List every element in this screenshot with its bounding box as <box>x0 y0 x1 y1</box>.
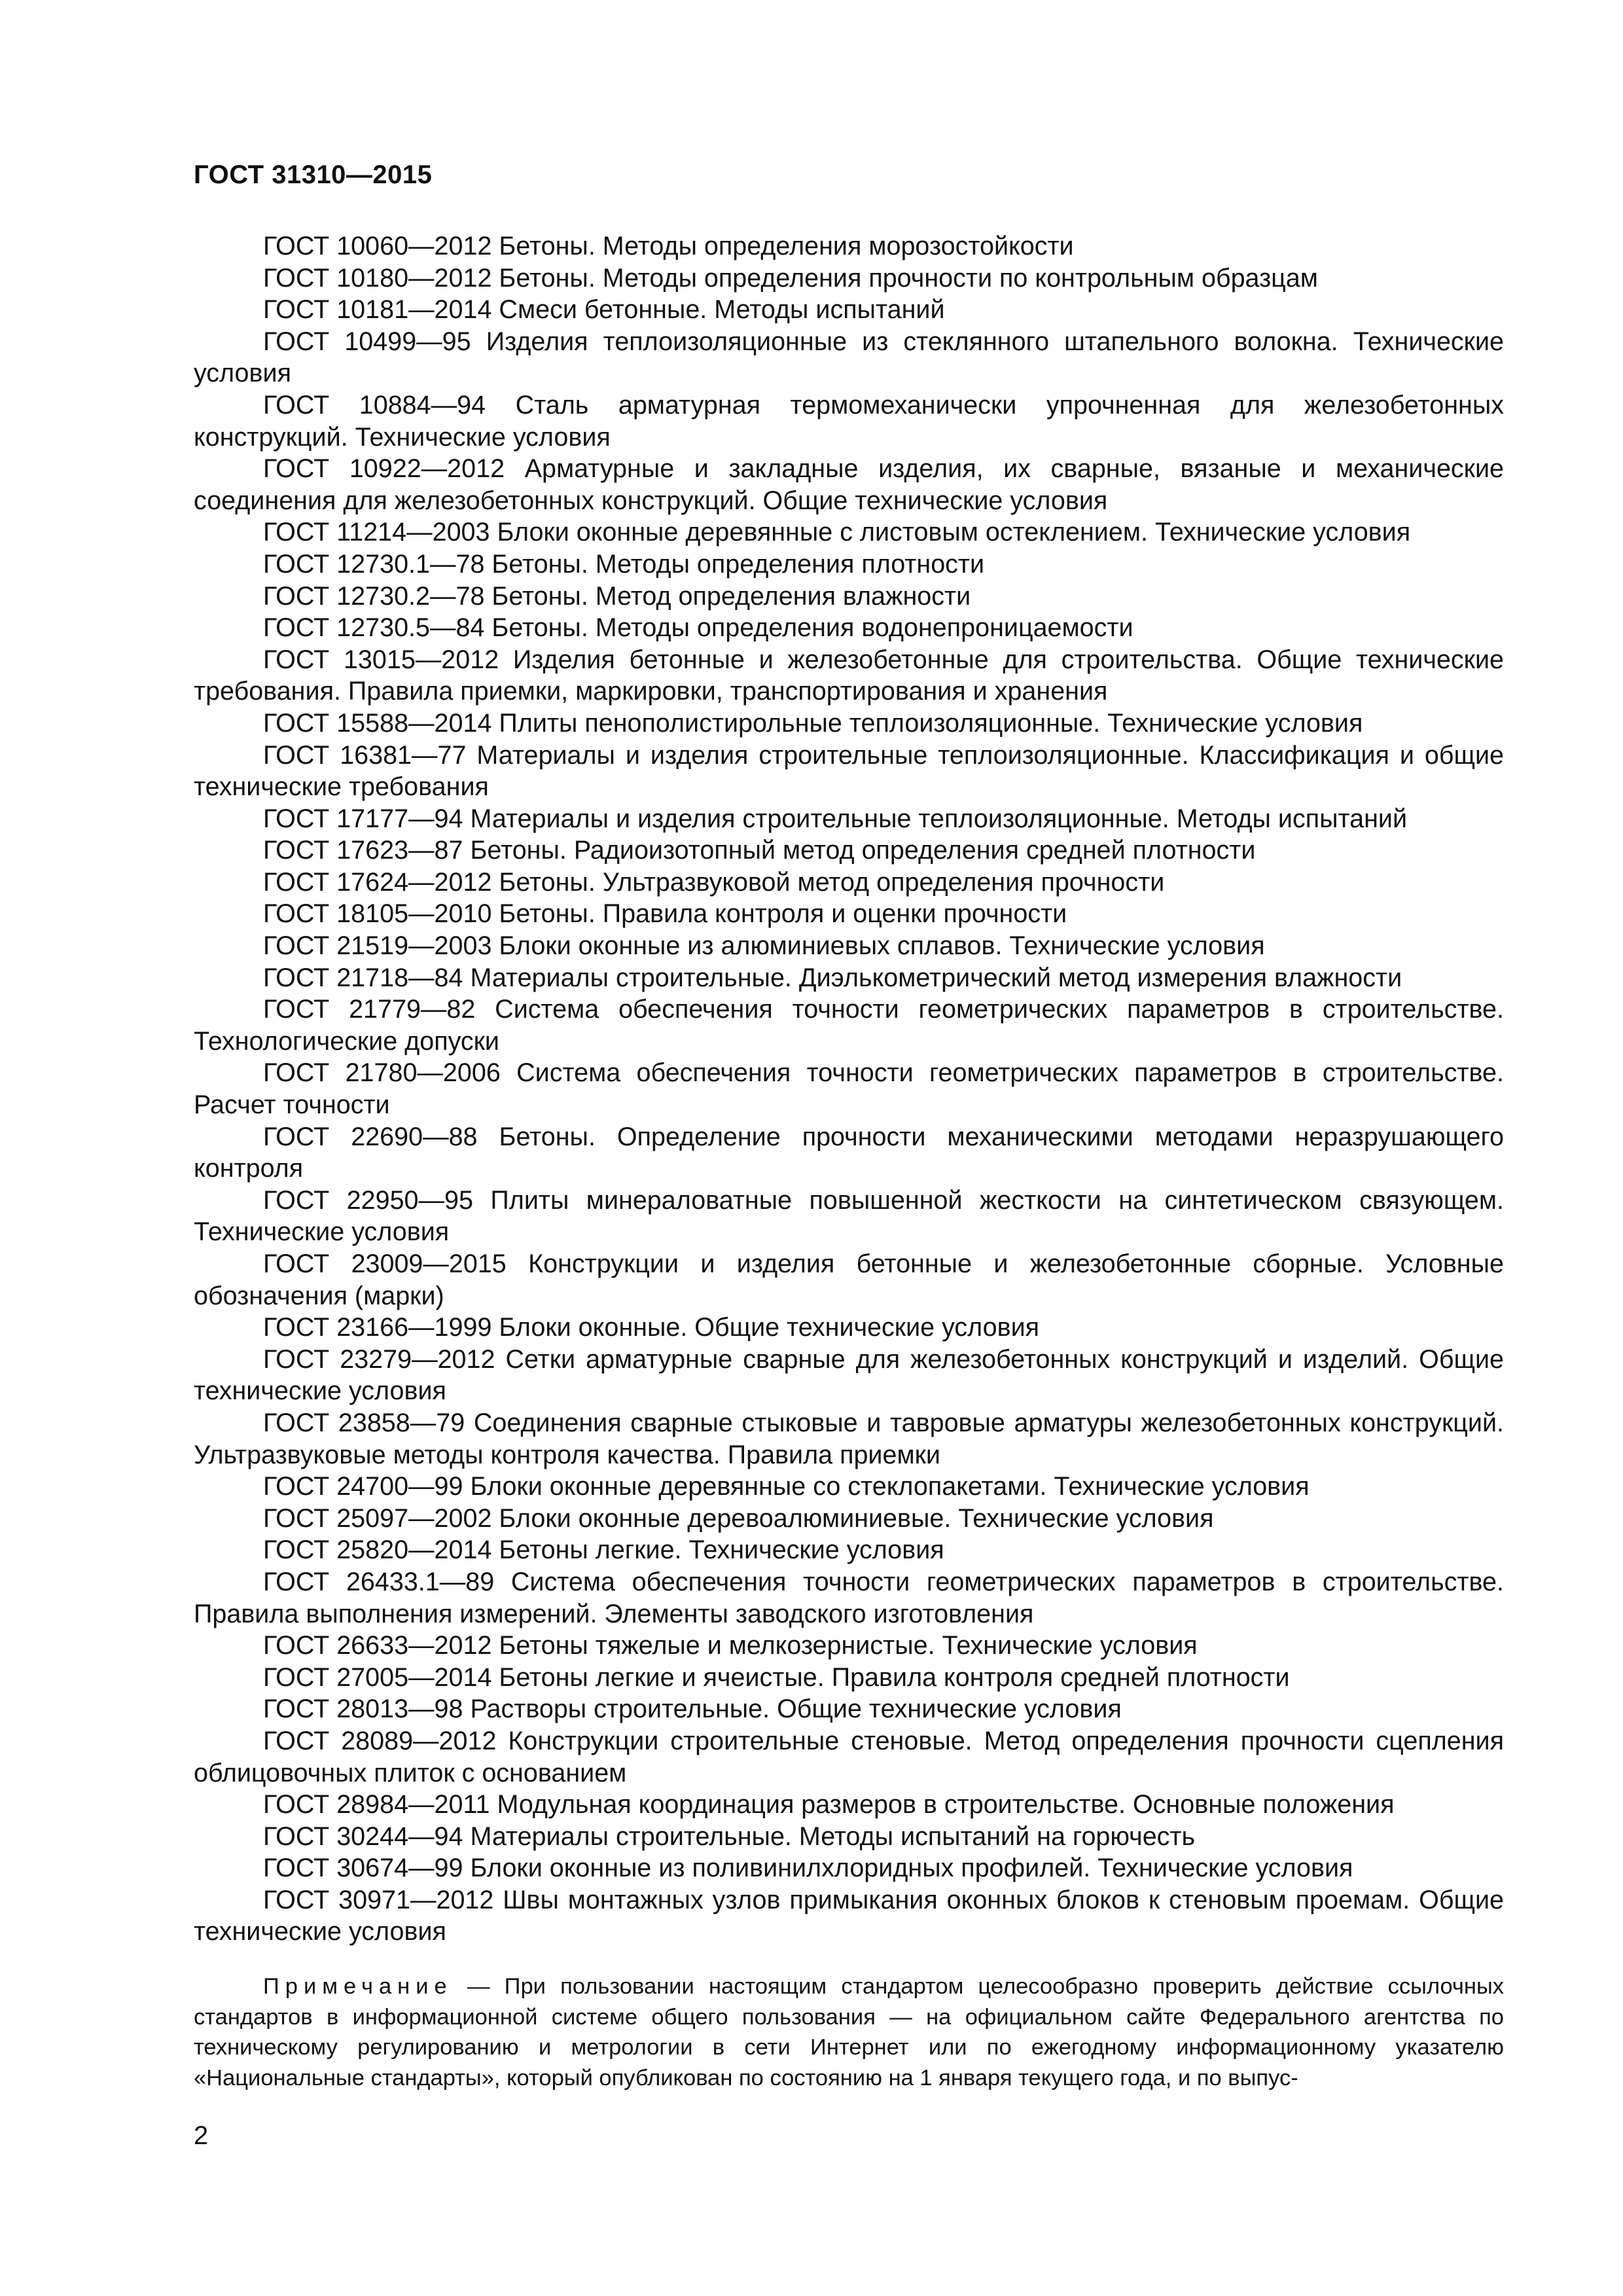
reference-item <box>194 1185 1504 1248</box>
reference-title: Блоки оконные деревянные со стеклопакетами. Технические условия <box>470 1472 1310 1501</box>
reference-item <box>194 326 1504 389</box>
reference-title: Система обеспечения точности геометрических параметров в строительстве. Расчет точности <box>194 1058 1504 1120</box>
reference-item <box>194 1407 1504 1471</box>
reference-item <box>194 994 1504 1057</box>
note-text: — При пользовании настоящим стандартом целесообразно проверить действие ссылочных стандартов в информационной системе общего пользования — на официальном сайте Федерального агентства по техническому регулированию и метрологии в сети Интернет или по ежегодному информационному указателю «Национальные стандарты», который опубликован по состоянию на 1 января текущего года, и по выпус- <box>194 1974 1504 2090</box>
reference-item <box>194 1789 1504 1821</box>
reference-title: Бетоны тяжелые и мелкозернистые. Технические условия <box>499 1631 1198 1660</box>
reference-item <box>194 930 1504 962</box>
reference-item <box>194 1693 1504 1725</box>
reference-code: ГОСТ 21519—2003 <box>263 931 492 961</box>
reference-item <box>194 389 1504 453</box>
reference-item <box>194 962 1504 994</box>
reference-code: ГОСТ 10884—94 <box>263 390 486 420</box>
reference-code: ГОСТ 12730.2—78 <box>263 581 485 611</box>
reference-item <box>194 581 1504 613</box>
reference-code: ГОСТ 26433.1—89 <box>263 1567 495 1596</box>
reference-title: Плиты минераловатные повышенной жесткости на синтетическом связующем. Технические условия <box>194 1185 1504 1247</box>
reference-code: ГОСТ 12730.5—84 <box>263 613 485 643</box>
reference-item <box>194 262 1504 295</box>
reference-title: Бетоны. Радиоизотопный метод определения средней плотности <box>470 836 1256 865</box>
reference-title: Изделия теплоизоляционные из стеклянного штапельного волокна. Технические условия <box>194 327 1504 388</box>
reference-item <box>194 1662 1504 1694</box>
reference-code: ГОСТ 30674—99 <box>263 1854 463 1883</box>
reference-item <box>194 1121 1504 1185</box>
normative-references-list <box>194 230 1504 1948</box>
reference-title: Материалы и изделия строительные теплоизоляционные. Классификация и общие технические требования <box>194 740 1504 802</box>
reference-item <box>194 294 1504 326</box>
reference-item <box>194 1248 1504 1312</box>
reference-item <box>194 516 1504 548</box>
reference-item <box>194 453 1504 516</box>
reference-title: Бетоны. Метод определения влажности <box>491 581 971 611</box>
reference-title: Блоки оконные деревоалюминиевые. Технические условия <box>499 1503 1214 1533</box>
reference-item <box>194 740 1504 803</box>
reference-code: ГОСТ 24700—99 <box>263 1472 463 1501</box>
reference-item <box>194 1471 1504 1503</box>
reference-code: ГОСТ 17623—87 <box>263 836 463 865</box>
reference-item <box>194 834 1504 867</box>
reference-code: ГОСТ 10499—95 <box>263 327 471 356</box>
reference-title: Бетоны. Методы определения плотности <box>491 549 985 579</box>
reference-item <box>194 548 1504 581</box>
reference-code: ГОСТ 27005—2014 <box>263 1662 492 1692</box>
reference-title: Растворы строительные. Общие технические условия <box>470 1695 1122 1724</box>
reference-code: ГОСТ 28013—98 <box>263 1695 463 1724</box>
reference-title: Арматурные и закладные изделия, их сварные, вязаные и механические соединения для железобетонных конструкций. Общие технические условия <box>194 454 1504 515</box>
reference-item <box>194 867 1504 899</box>
reference-item <box>194 1312 1504 1344</box>
reference-title: Бетоны легкие. Технические условия <box>499 1535 944 1565</box>
reference-code: ГОСТ 17177—94 <box>263 804 463 833</box>
reference-code: ГОСТ 28089—2012 <box>263 1726 497 1755</box>
reference-title: Конструкции и изделия бетонные и железобетонные сборные. Условные обозначения (марки) <box>194 1249 1504 1310</box>
reference-title: Конструкции строительные стеновые. Метод определения прочности сцепления облицовочных плиток с основанием <box>194 1726 1504 1787</box>
reference-item <box>194 708 1504 740</box>
reference-code: ГОСТ 10060—2012 <box>263 232 492 260</box>
reference-item <box>194 1821 1504 1853</box>
reference-code: ГОСТ 12730.1—78 <box>263 549 485 579</box>
reference-code: ГОСТ 21718—84 <box>263 963 463 992</box>
reference-title: Блоки оконные деревянные с листовым остеклением. Технические условия <box>497 518 1411 547</box>
note-paragraph <box>194 1971 1504 2093</box>
reference-code: ГОСТ 10922—2012 <box>263 454 505 484</box>
reference-title: Соединения сварные стыковые и тавровые арматуры железобетонных конструкций. Ультразвуковые методы контроля качества. Правила приемки <box>194 1408 1504 1469</box>
reference-code: ГОСТ 23279—2012 <box>263 1344 495 1374</box>
reference-item <box>194 1725 1504 1789</box>
reference-item <box>194 1630 1504 1662</box>
reference-title: Сталь арматурная термомеханически упрочненная для железобетонных конструкций. Технические условия <box>194 390 1504 452</box>
reference-title: Материалы и изделия строительные теплоизоляционные. Методы испытаний <box>470 804 1408 833</box>
reference-item <box>194 1566 1504 1630</box>
note-label: Примечание <box>263 1974 453 1999</box>
reference-title: Бетоны. Методы определения морозостойкости <box>499 232 1074 260</box>
reference-code: ГОСТ 18105—2010 <box>263 899 492 929</box>
reference-item <box>194 1534 1504 1566</box>
reference-code: ГОСТ 22950—95 <box>263 1185 473 1215</box>
reference-code: ГОСТ 16381—77 <box>263 740 467 770</box>
reference-title: Бетоны. Методы определения водонепроницаемости <box>491 613 1133 643</box>
reference-code: ГОСТ 10180—2012 <box>263 263 492 293</box>
reference-title: Система обеспечения точности геометрических параметров в строительстве. Правила выполнения измерений. Элементы заводского изготовления <box>194 1567 1504 1628</box>
reference-item <box>194 1884 1504 1948</box>
reference-code: ГОСТ 28984—2011 <box>263 1790 490 1820</box>
reference-code: ГОСТ 21779—82 <box>263 995 476 1024</box>
reference-title: Смеси бетонные. Методы испытаний <box>499 295 945 325</box>
reference-title: Бетоны легкие и ячеистые. Правила контроля средней плотности <box>499 1662 1290 1692</box>
reference-title: Материалы строительные. Диэлькометрический метод измерения влажности <box>470 963 1402 992</box>
reference-code: ГОСТ 26633—2012 <box>263 1631 492 1660</box>
reference-code: ГОСТ 23166—1999 <box>263 1313 492 1342</box>
reference-code: ГОСТ 30244—94 <box>263 1821 463 1851</box>
reference-title: Бетоны. Определение прочности механическими методами неразрушающего контроля <box>194 1122 1504 1183</box>
reference-code: ГОСТ 10181—2014 <box>263 295 492 325</box>
reference-item <box>194 1057 1504 1121</box>
reference-code: ГОСТ 30971—2012 <box>263 1885 494 1914</box>
reference-code: ГОСТ 15588—2014 <box>263 708 492 738</box>
reference-title: Бетоны. Ультразвуковой метод определения прочности <box>499 867 1165 897</box>
reference-item <box>194 612 1504 644</box>
reference-item <box>194 1852 1504 1884</box>
reference-code: ГОСТ 25820—2014 <box>263 1535 492 1565</box>
reference-title: Материалы строительные. Методы испытаний на горючесть <box>470 1821 1196 1851</box>
reference-item <box>194 230 1504 262</box>
reference-code: ГОСТ 17624—2012 <box>263 867 492 897</box>
reference-title: Блоки оконные из поливинилхлоридных профилей. Технические условия <box>470 1854 1353 1883</box>
reference-title: Изделия бетонные и железобетонные для строительства. Общие технические требования. Правила приемки, маркировки, транспортирования и хранения <box>194 645 1504 706</box>
reference-title: Сетки арматурные сварные для железобетонных конструкций и изделий. Общие технические условия <box>194 1344 1504 1406</box>
document-header: ГОСТ 31310—2015 <box>194 160 433 189</box>
reference-code: ГОСТ 13015—2012 <box>263 645 499 674</box>
reference-item <box>194 803 1504 835</box>
reference-title: Модульная координация размеров в строительстве. Основные положения <box>497 1790 1395 1820</box>
reference-code: ГОСТ 23009—2015 <box>263 1249 507 1278</box>
reference-title: Блоки оконные. Общие технические условия <box>499 1313 1040 1342</box>
reference-title: Система обеспечения точности геометрических параметров в строительстве. Технологические допуски <box>194 995 1504 1056</box>
reference-item <box>194 1344 1504 1407</box>
reference-code: ГОСТ 21780—2006 <box>263 1058 501 1088</box>
reference-title: Плиты пенополистирольные теплоизоляционные. Технические условия <box>499 708 1363 738</box>
reference-title: Бетоны. Методы определения прочности по контрольным образцам <box>499 263 1318 293</box>
reference-title: Блоки оконные из алюминиевых сплавов. Технические условия <box>499 931 1265 961</box>
page-number: 2 <box>194 2121 209 2150</box>
reference-code: ГОСТ 23858—79 <box>263 1408 465 1437</box>
reference-title: Швы монтажных узлов примыкания оконных блоков к стеновым проемам. Общие технические условия <box>194 1885 1504 1946</box>
reference-item <box>194 1503 1504 1535</box>
reference-item <box>194 898 1504 930</box>
reference-code: ГОСТ 22690—88 <box>263 1122 478 1151</box>
reference-code: ГОСТ 11214—2003 <box>263 518 490 547</box>
reference-item <box>194 644 1504 708</box>
reference-title: Бетоны. Правила контроля и оценки прочности <box>499 899 1067 929</box>
reference-code: ГОСТ 25097—2002 <box>263 1503 492 1533</box>
